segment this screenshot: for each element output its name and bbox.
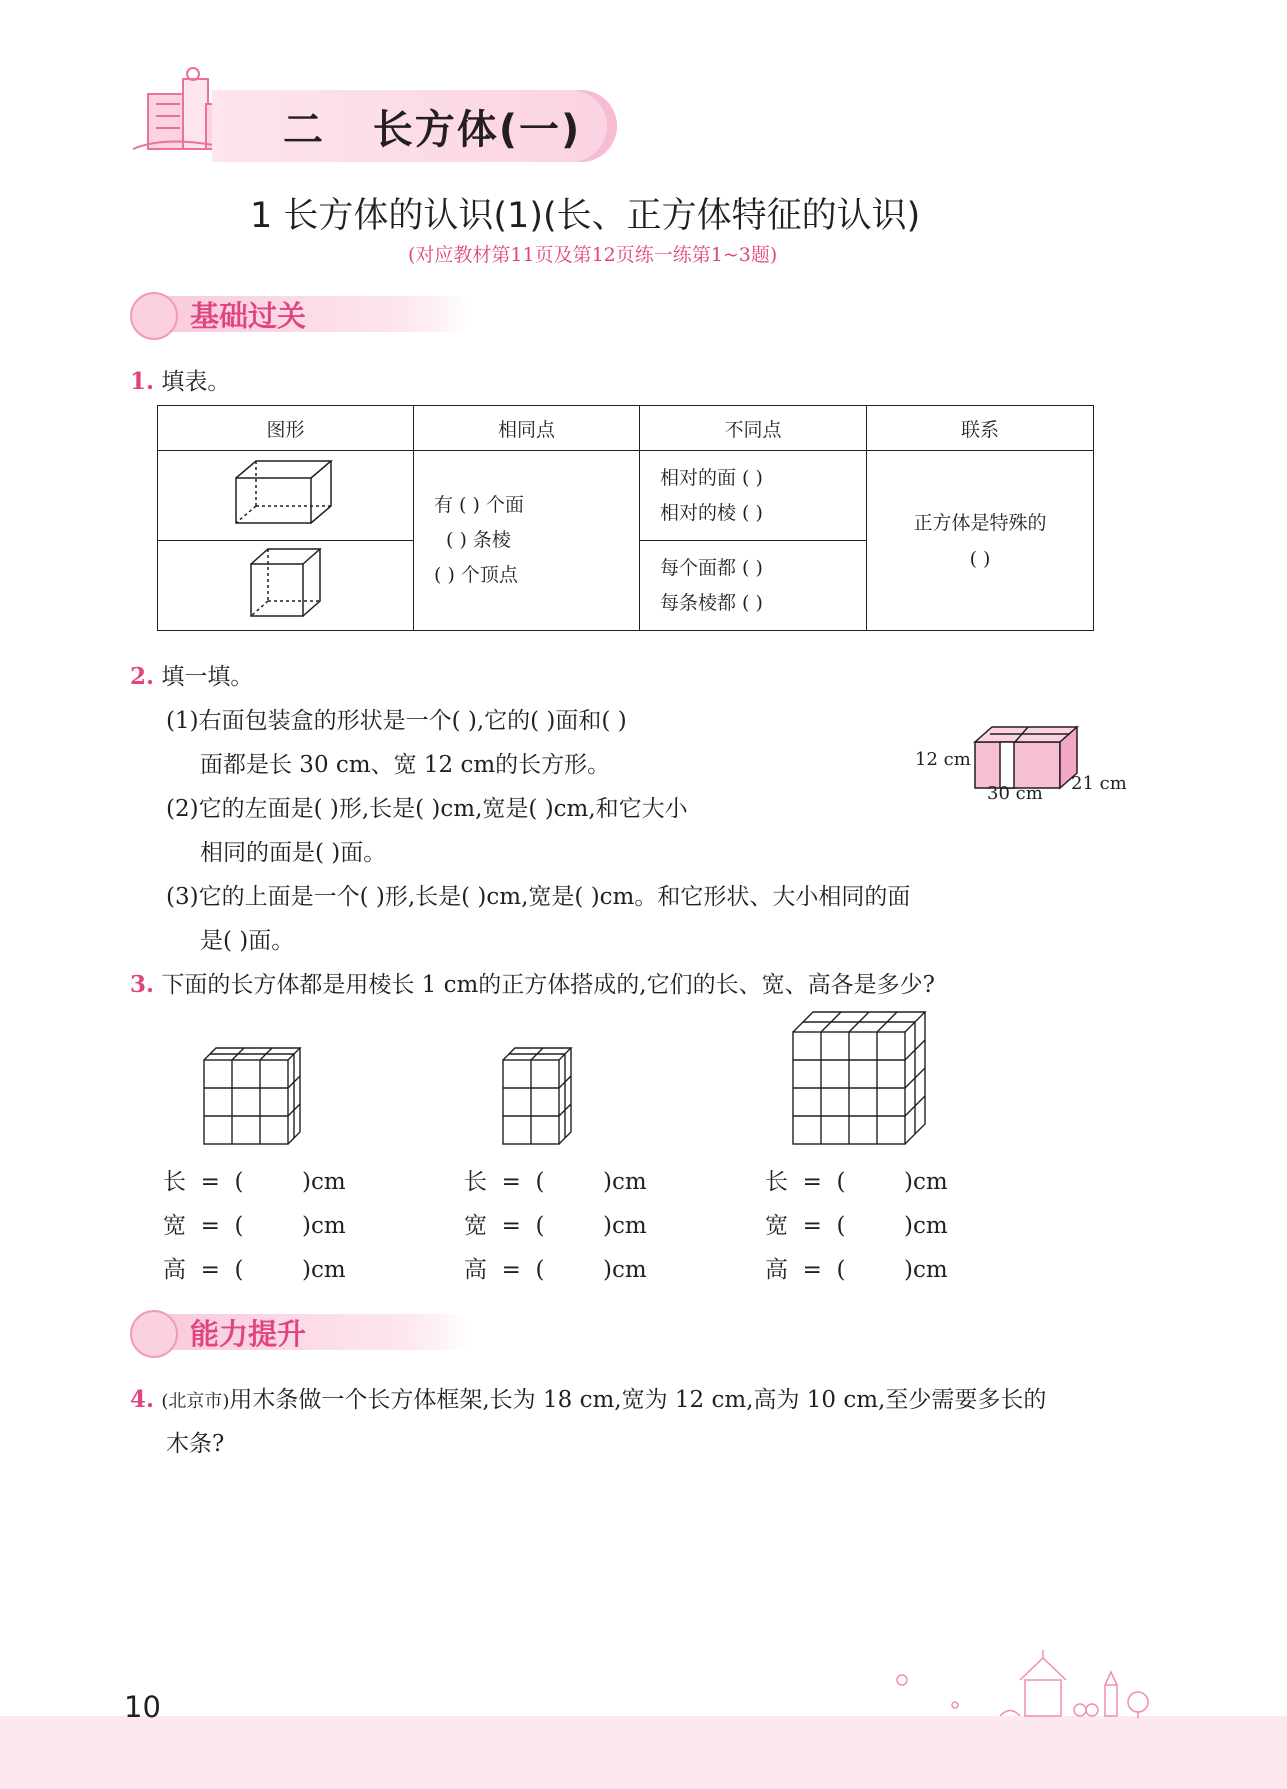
box-height-label: 12 cm <box>915 749 971 770</box>
mascot-icon <box>130 292 178 340</box>
q3-number: 3. <box>130 971 155 998</box>
q3-answers-2 <box>464 1160 647 1292</box>
relation-line: ( ) <box>969 547 991 570</box>
answer-line: 宽 = ( )cm <box>163 1213 346 1239</box>
q4-text-cont: 木条? <box>166 1431 225 1457</box>
page-number: 10 <box>124 1690 161 1724</box>
castle-illustration <box>880 1650 1180 1720</box>
box-length-label: 30 cm <box>987 783 1043 804</box>
q4-number: 4. <box>130 1386 155 1413</box>
cube-stack-2x3 <box>499 1044 579 1148</box>
answer-line: 宽 = ( )cm <box>765 1213 948 1239</box>
fill-table <box>157 405 1094 631</box>
relation-line: 正方体是特殊的 <box>913 511 1047 534</box>
q1-text: 填表。 <box>161 369 231 395</box>
q4-source: (北京市) <box>161 1391 230 1412</box>
answer-line: 长 = ( )cm <box>163 1169 346 1195</box>
chapter-name: 长方体(一) <box>372 107 582 153</box>
diff-line: 每条棱都 ( ) <box>660 591 763 614</box>
same-line: ( ) 个顶点 <box>434 564 518 586</box>
lesson-note: (对应教材第11页及第12页练一练第1~3题) <box>408 244 778 266</box>
q4-text: 用木条做一个长方体框架,长为 18 cm,宽为 12 cm,高为 10 cm,至少需要多长的 <box>229 1387 1047 1413</box>
same-line: 有 ( ) 个面 <box>434 494 524 516</box>
diff-cuboid-cell <box>640 451 867 541</box>
chapter-title <box>283 98 581 155</box>
q1-number: 1. <box>130 368 155 395</box>
cube-stack-4x4 <box>789 1008 929 1148</box>
q2-part2b: 相同的面是( )面。 <box>200 840 387 866</box>
answer-line: 高 = ( )cm <box>163 1257 346 1283</box>
same-line: ( ) 条棱 <box>446 529 511 551</box>
cuboid-cell <box>158 451 414 541</box>
table-header: 相同点 <box>414 406 640 451</box>
answer-line: 高 = ( )cm <box>765 1257 948 1283</box>
answer-line: 长 = ( )cm <box>464 1169 647 1195</box>
q2-part3b: 是( )面。 <box>200 928 295 954</box>
table-header: 图形 <box>158 406 414 451</box>
section-basic-label: 基础过关 <box>190 299 307 333</box>
table-header: 联系 <box>867 406 1094 451</box>
table-header: 不同点 <box>640 406 867 451</box>
relation-cell <box>867 451 1094 631</box>
q3-prompt <box>130 966 935 999</box>
diff-line: 相对的面 ( ) <box>660 466 763 489</box>
chapter-number: 二 <box>283 107 325 153</box>
lesson-title: 1 长方体的认识(1)(长、正方体特征的认识) <box>250 196 921 236</box>
q2-text: 填一填。 <box>161 664 254 690</box>
q2-part1a: (1)右面包装盒的形状是一个( ),它的( )面和( ) <box>166 708 627 734</box>
cube-figure <box>246 544 326 622</box>
q1-prompt <box>130 363 230 396</box>
cube-cell <box>158 541 414 631</box>
cube-stack-3x3 <box>200 1044 308 1148</box>
q2-part2a: (2)它的左面是( )形,长是( )cm,宽是( )cm,和它大小 <box>166 796 688 822</box>
q3-answers-1 <box>163 1160 346 1292</box>
q2-part1b: 面都是长 30 cm、宽 12 cm的长方形。 <box>200 752 611 778</box>
cuboid-figure <box>231 453 341 533</box>
diff-line: 相对的棱 ( ) <box>660 501 763 524</box>
diff-line: 每个面都 ( ) <box>660 556 763 579</box>
footer-band <box>0 1716 1287 1789</box>
same-cell <box>414 451 640 631</box>
section-basic <box>130 292 480 332</box>
answer-line: 长 = ( )cm <box>765 1169 948 1195</box>
section-advanced-label: 能力提升 <box>190 1317 307 1351</box>
q3-text: 下面的长方体都是用棱长 1 cm的正方体搭成的,它们的长、宽、高各是多少? <box>161 972 935 998</box>
answer-line: 宽 = ( )cm <box>464 1213 647 1239</box>
section-advanced <box>130 1310 480 1350</box>
q2-prompt <box>130 658 253 691</box>
mascot-icon <box>130 1310 178 1358</box>
q2-number: 2. <box>130 663 155 690</box>
q3-answers-3 <box>765 1160 948 1292</box>
diff-cube-cell <box>640 541 867 631</box>
answer-line: 高 = ( )cm <box>464 1257 647 1283</box>
q4-prompt <box>130 1381 1046 1414</box>
box-width-label: 21 cm <box>1071 773 1127 794</box>
q2-part3a: (3)它的上面是一个( )形,长是( )cm,宽是( )cm。和它形状、大小相同的面 <box>166 884 911 910</box>
